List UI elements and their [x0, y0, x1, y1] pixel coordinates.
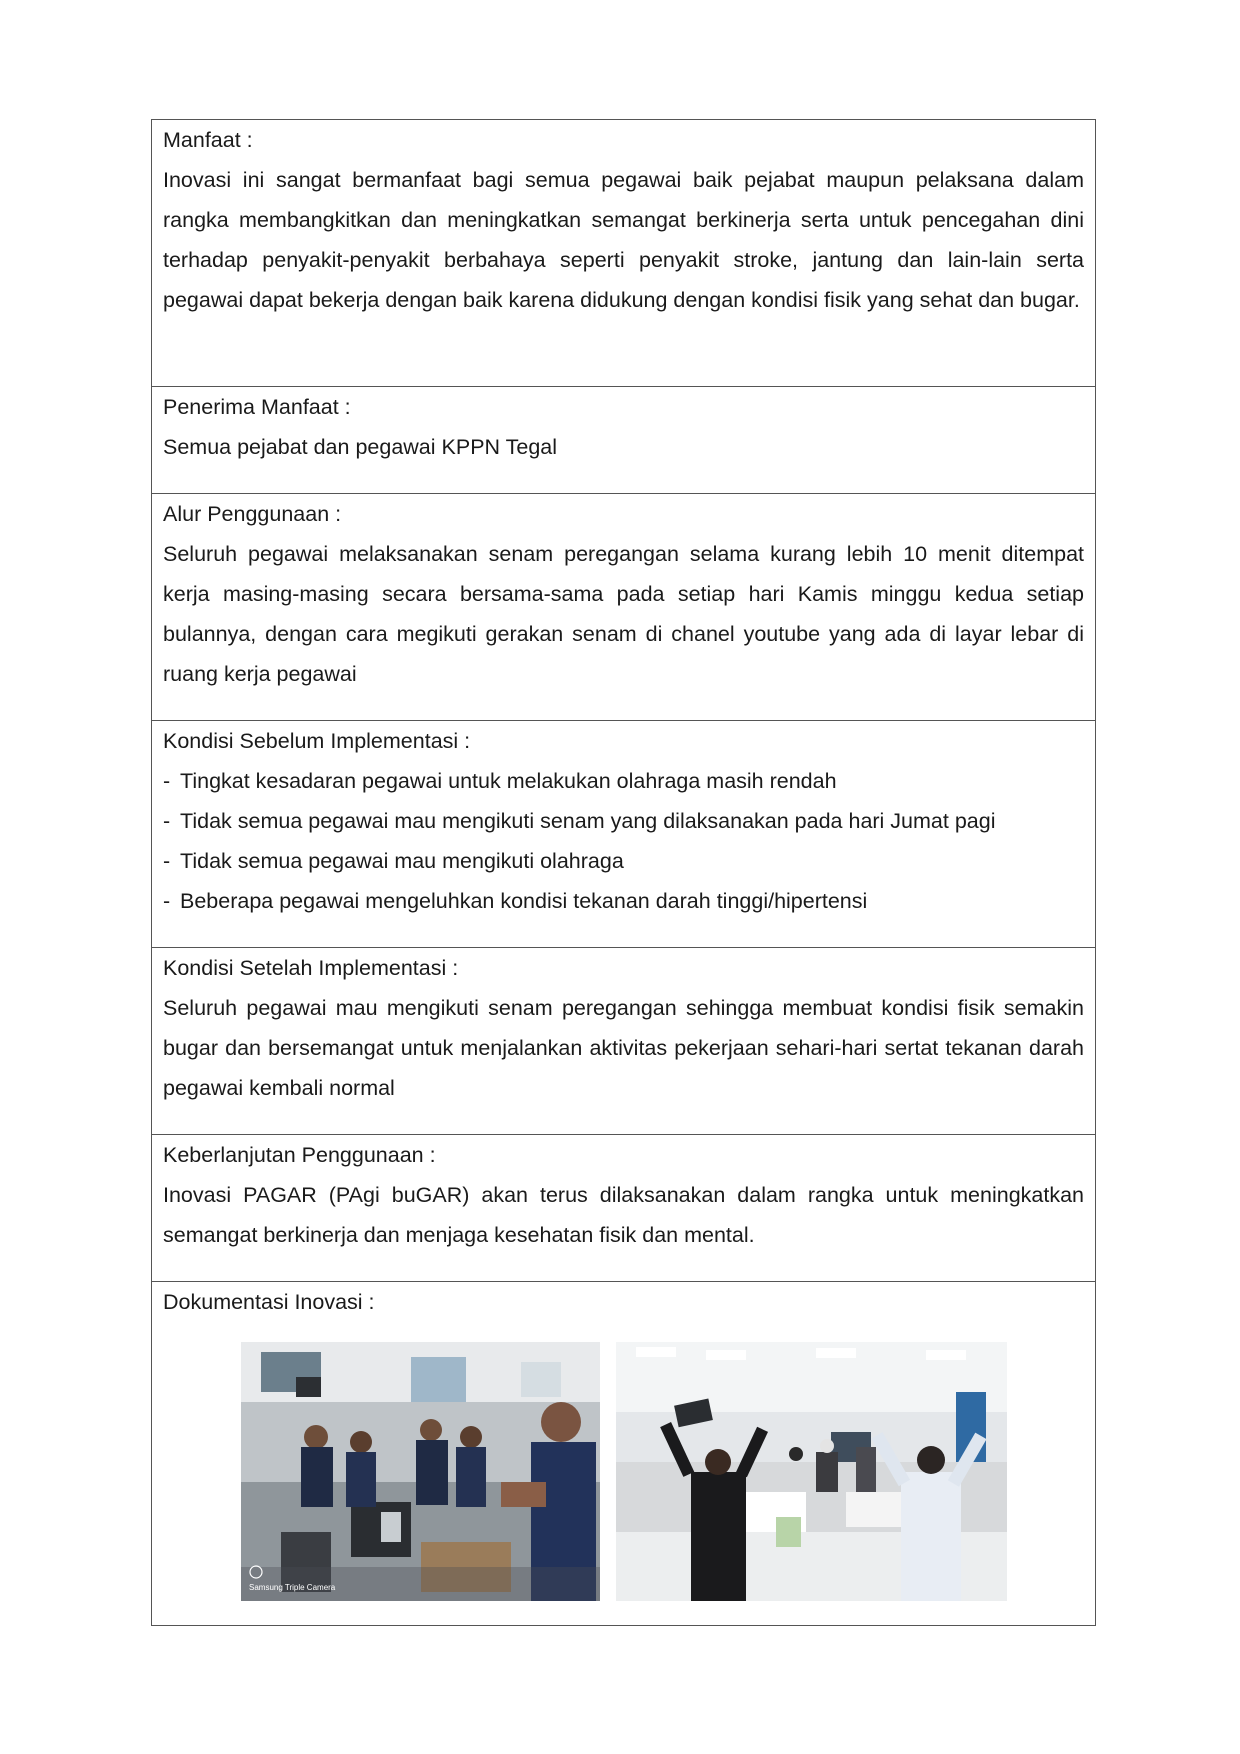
section-body: Seluruh pegawai mau mengikuti senam peregangan sehingga membuat kondisi fisik semakin bugar dan bersemangat untuk menjalankan aktivitas pekerjaan sehari-hari sertat tekanan darah pegawai kembali normal	[163, 996, 1084, 1100]
office-stretching-photo-2	[616, 1342, 1007, 1601]
list-item	[163, 841, 1084, 881]
bullet-dash: -	[163, 809, 171, 833]
section-heading: Keberlanjutan Penggunaan :	[163, 1143, 436, 1167]
list-item	[163, 801, 1084, 841]
section-heading: Manfaat :	[163, 128, 253, 152]
section-heading: Kondisi Sebelum Implementasi :	[163, 729, 471, 753]
list-item-text: Beberapa pegawai mengeluhkan kondisi tekanan darah tinggi/hipertensi	[180, 889, 868, 913]
condition-list	[163, 761, 1084, 921]
list-item-text: Tidak semua pegawai mau mengikuti senam yang dilaksanakan pada hari Jumat pagi	[180, 809, 996, 833]
documentation-photos	[163, 1322, 1084, 1612]
section-body: Semua pejabat dan pegawai KPPN Tegal	[163, 435, 558, 459]
section-alur-penggunaan	[152, 494, 1095, 721]
camera-watermark: Samsung Triple Camera	[249, 1583, 336, 1592]
office-stretching-photo-1	[241, 1342, 600, 1601]
section-body: Inovasi PAGAR (PAgi buGAR) akan terus dilaksanakan dalam rangka untuk meningkatkan semangat berkinerja dan menjaga kesehatan fisik dan mental.	[163, 1183, 1084, 1247]
section-kondisi-setelah	[152, 948, 1095, 1135]
list-item-text: Tidak semua pegawai mau mengikuti olahraga	[180, 849, 624, 873]
section-heading: Penerima Manfaat :	[163, 395, 351, 419]
section-kondisi-sebelum	[152, 721, 1095, 948]
bullet-dash: -	[163, 849, 171, 873]
bullet-dash: -	[163, 889, 171, 913]
section-heading: Kondisi Setelah Implementasi :	[163, 956, 459, 980]
section-body: Inovasi ini sangat bermanfaat bagi semua pegawai baik pejabat maupun pelaksana dalam rangka membangkitkan dan meningkatkan semangat berkinerja serta untuk pencegahan dini terhadap penyakit-penyakit berbahaya seperti penyakit stroke, jantung dan lain-lain serta pegawai dapat bekerja dengan baik karena didukung dengan kondisi fisik yang sehat dan bugar.	[163, 168, 1084, 312]
section-body: Seluruh pegawai melaksanakan senam peregangan selama kurang lebih 10 menit ditempat kerja masing-masing secara bersama-sama pada setiap hari Kamis minggu kedua setiap bulannya, dengan cara megikuti gerakan senam di chanel youtube yang ada di layar lebar di ruang kerja pegawai	[163, 542, 1084, 686]
bullet-dash: -	[163, 769, 171, 793]
section-penerima-manfaat	[152, 387, 1095, 494]
section-heading: Alur Penggunaan :	[163, 502, 342, 526]
innovation-table	[151, 119, 1096, 1626]
section-keberlanjutan	[152, 1135, 1095, 1282]
list-item	[163, 761, 1084, 801]
section-heading: Dokumentasi Inovasi :	[163, 1290, 375, 1314]
list-item-text: Tingkat kesadaran pegawai untuk melakukan olahraga masih rendah	[180, 769, 837, 793]
section-manfaat	[152, 120, 1095, 387]
section-dokumentasi	[152, 1282, 1095, 1625]
list-item	[163, 881, 1084, 921]
